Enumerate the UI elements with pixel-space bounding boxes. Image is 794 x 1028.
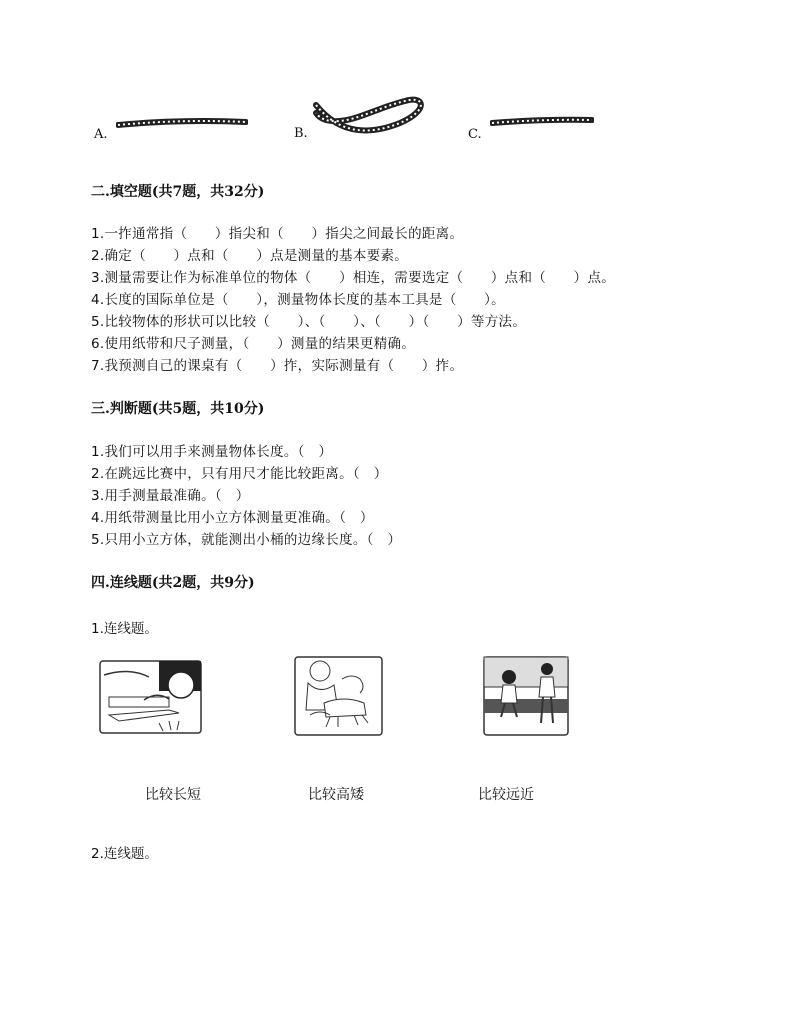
judge-q2: 2.在跳远比赛中，只有用尺才能比较距离。（ ） <box>91 466 388 482</box>
rope-a-image <box>116 117 248 131</box>
option-a-label: A. <box>94 127 108 142</box>
fill-blank-q3: 3.测量需要让作为标准单位的物体（ ）相连，需要选定（ ）点和（ ）点。 <box>91 270 616 286</box>
section-judge-title: 三.判断题(共5题，共10分) <box>91 401 265 417</box>
fill-blank-q4: 4.长度的国际单位是（ ），测量物体长度的基本工具是（ ）。 <box>91 292 505 308</box>
illustration-measuring-table <box>99 655 203 735</box>
rope-options <box>90 95 610 145</box>
matching-q1-label: 1.连线题。 <box>91 621 158 637</box>
fill-blank-q7: 7.我预测自己的课桌有（ ）拃，实际测量有（ ）拃。 <box>91 358 464 374</box>
illustration-kids-and-dogs <box>294 655 384 735</box>
fill-blank-q6: 6.使用纸带和尺子测量，（ ）测量的结果更精确。 <box>91 336 416 352</box>
judge-q1: 1.我们可以用手来测量物体长度。（ ） <box>91 444 333 460</box>
section-fill-blank-title: 二.填空题(共7题，共32分) <box>91 184 265 200</box>
option-c-label: C. <box>468 127 482 142</box>
fill-blank-q1: 1.一拃通常指（ ）指尖和（ ）指尖之间最长的距离。 <box>91 226 464 242</box>
rope-b-image <box>310 95 430 135</box>
fill-blank-q2: 2.确定（ ）点和（ ）点是测量的基本要素。 <box>91 248 409 264</box>
judge-q5: 5.只用小立方体，就能测出小桶的边缘长度。（ ） <box>91 532 402 548</box>
caption-compare-length: 比较长短 <box>145 787 201 803</box>
section-matching-title: 四.连线题(共2题，共9分) <box>91 575 255 591</box>
judge-q4: 4.用纸带测量比用小立方体测量更准确。（ ） <box>91 510 374 526</box>
option-b-label: B. <box>294 126 308 141</box>
rope-c-image <box>490 115 594 129</box>
fill-blank-q5: 5.比较物体的形状可以比较（ ）、（ ）、（ ）（ ）等方法。 <box>91 314 527 330</box>
caption-compare-height: 比较高矮 <box>308 787 364 803</box>
matching-q2-label: 2.连线题。 <box>91 846 158 862</box>
caption-compare-distance: 比较远近 <box>478 787 534 803</box>
illustration-kids-jumping <box>483 655 569 735</box>
judge-q3: 3.用手测量最准确。（ ） <box>91 488 250 504</box>
